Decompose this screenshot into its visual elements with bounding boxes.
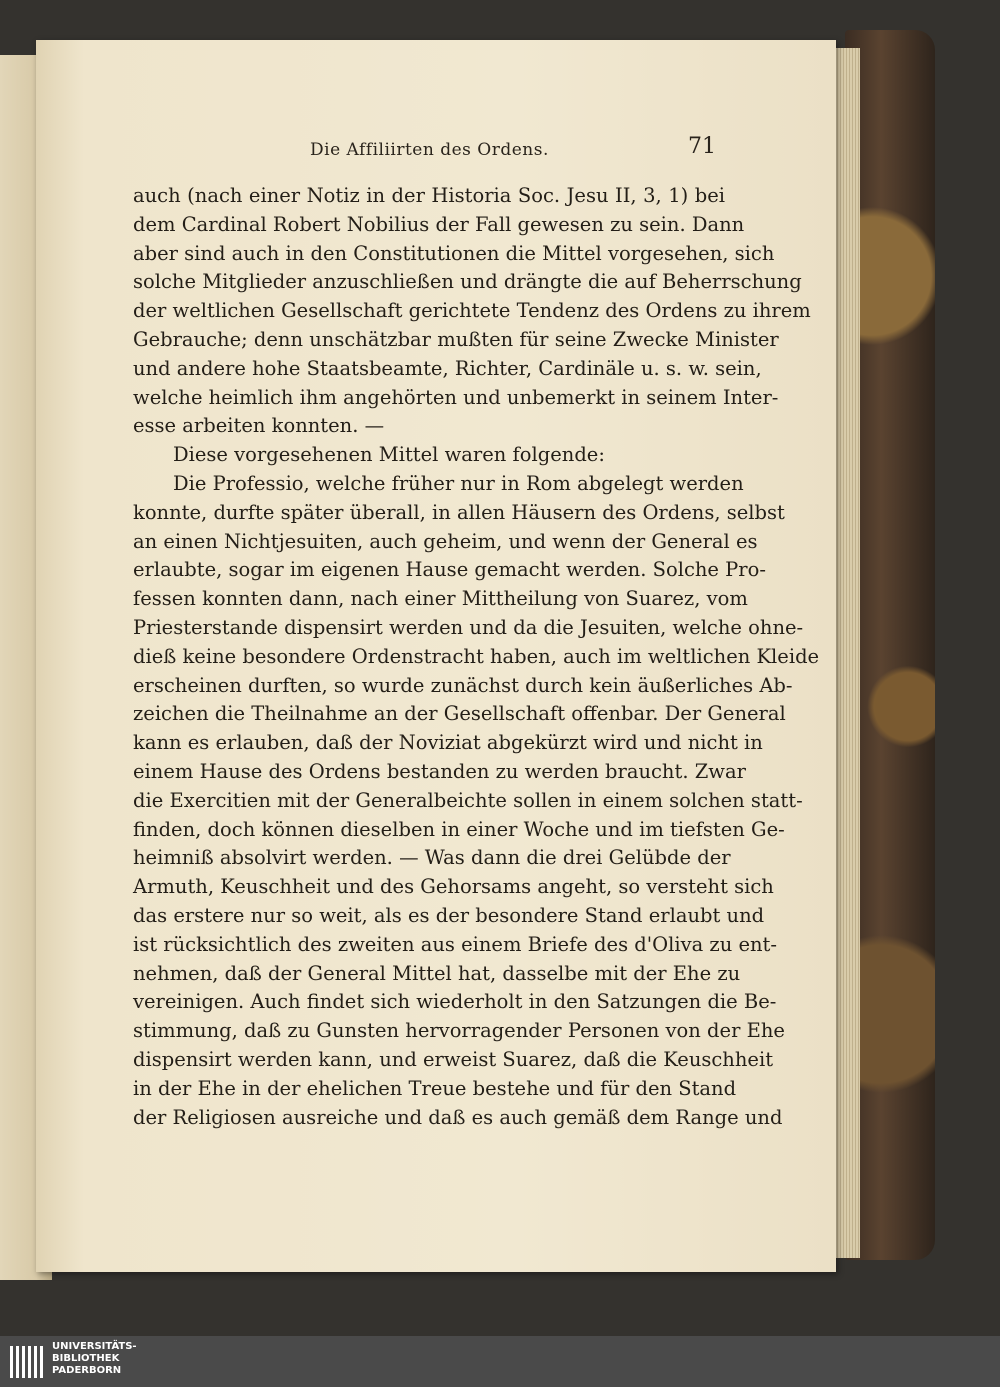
text-line: Armuth, Keuschheit und des Gehorsams angeht, so versteht sich (133, 875, 774, 899)
text-line: heimniß absolvirt werden. — Was dann die drei Gelübde der (133, 846, 731, 870)
text-line: esse arbeiten konnten. — (133, 414, 385, 438)
text-line: erscheinen durften, so wurde zunächst durch kein äußerliches Ab- (133, 673, 793, 697)
text-line: dispensirt werden kann, und erweist Suarez, daß die Keuschheit (133, 1047, 774, 1071)
text-line: und andere hohe Staatsbeamte, Richter, Cardinäle u. s. w. sein, (133, 356, 762, 380)
text-line: der weltlichen Gesellschaft gerichtete Tendenz des Ordens zu ihrem (133, 299, 811, 323)
text-line: das erstere nur so weit, als es der besondere Stand erlaubt und (133, 903, 765, 927)
library-footer (0, 1336, 1000, 1387)
page-number: 71 (688, 134, 716, 159)
text-line: konnte, durfte später überall, in allen Häusern des Ordens, selbst (133, 500, 785, 524)
library-name-line: BIBLIOTHEK (52, 1353, 120, 1364)
text-line: fessen konnten dann, nach einer Mittheilung von Suarez, vom (133, 587, 748, 611)
text-line: ist rücksichtlich des zweiten aus einem Briefe des d'Oliva zu ent- (133, 932, 777, 956)
text-line: auch (nach einer Notiz in der Historia Soc. Jesu II, 3, 1) bei (133, 184, 725, 207)
text-line: welche heimlich ihm angehörten und unbemerkt in seinem Inter- (133, 385, 779, 409)
text-line: erlaubte, sogar im eigenen Hause gemacht werden. Solche Pro- (133, 558, 766, 582)
text-line: an einen Nichtjesuiten, auch geheim, und wenn der General es (133, 529, 758, 553)
text-line: solche Mitglieder anzuschließen und drängte die auf Beherrschung (133, 270, 802, 294)
text-line: in der Ehe in der ehelichen Treue bestehe und für den Stand (133, 1076, 737, 1100)
text-line: vereinigen. Auch findet sich wiederholt in den Satzungen die Be- (133, 990, 777, 1014)
library-name (52, 1341, 137, 1377)
text-line: kann es erlauben, daß der Noviziat abgekürzt wird und nicht in (133, 731, 763, 755)
library-name-line: UNIVERSITÄTS- (52, 1341, 137, 1352)
text-line: aber sind auch in den Constitutionen die Mittel vorgesehen, sich (133, 241, 775, 265)
text-line: stimmung, daß zu Gunsten hervorragender Personen von der Ehe (133, 1019, 785, 1043)
text-line: zeichen die Theilnahme an der Gesellschaft offenbar. Der General (133, 702, 786, 726)
text-line: die Exercitien mit der Generalbeichte sollen in einem solchen statt- (133, 788, 803, 812)
library-name-line: PADERBORN (52, 1365, 122, 1376)
text-line: Die Professio, welche früher nur in Rom abgelegt werden (173, 471, 744, 495)
text-line: dem Cardinal Robert Nobilius der Fall gewesen zu sein. Dann (133, 212, 745, 236)
text-line: der Religiosen ausreiche und daß es auch gemäß dem Range und (133, 1105, 783, 1129)
body-text (133, 182, 820, 1132)
text-line: dieß keine besondere Ordenstracht haben, auch im weltlichen Kleide (133, 644, 820, 668)
text-line: finden, doch können dieselben in einer Woche und im tiefsten Ge- (133, 817, 785, 841)
text-line: einem Hause des Ordens bestanden zu werden braucht. Zwar (133, 759, 746, 783)
text-line: Priesterstande dispensirt werden und da die Jesuiten, welche ohne- (133, 615, 804, 639)
running-head: Die Affiliirten des Ordens. (310, 140, 549, 160)
library-logo-icon (8, 1342, 44, 1382)
text-line: Diese vorgesehenen Mittel waren folgende: (173, 443, 605, 467)
text-line: Gebrauche; denn unschätzbar mußten für seine Zwecke Minister (133, 327, 779, 351)
text-line: nehmen, daß der General Mittel hat, dasselbe mit der Ehe zu (133, 961, 741, 985)
